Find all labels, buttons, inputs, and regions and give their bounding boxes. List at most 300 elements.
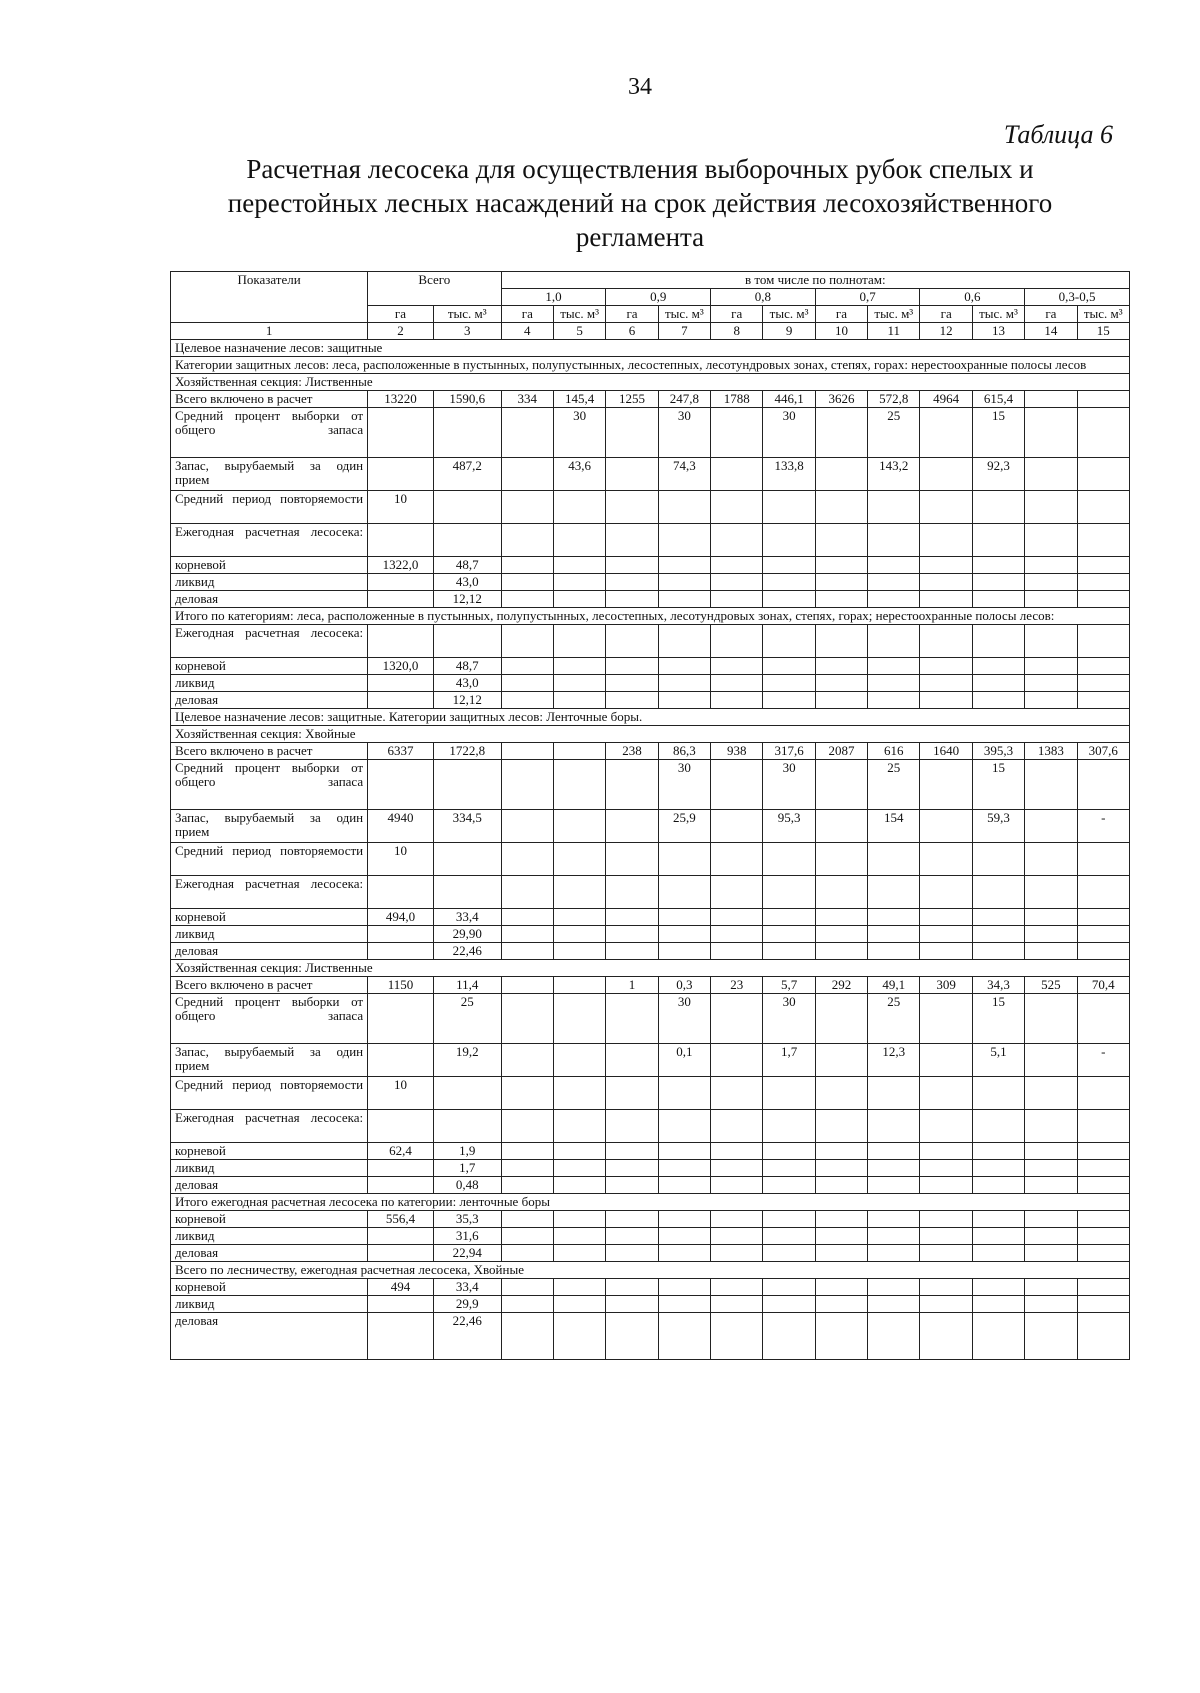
- table-cell: [433, 1110, 501, 1143]
- table-row: [171, 574, 1130, 591]
- column-number: 11: [868, 323, 920, 340]
- table-cell: [920, 1110, 972, 1143]
- table-cell: [553, 909, 605, 926]
- table-cell: [972, 943, 1024, 960]
- table-cell: [972, 1177, 1024, 1194]
- column-number: 5: [553, 323, 605, 340]
- table-cell: [972, 876, 1024, 909]
- table-cell: [1025, 926, 1077, 943]
- table-cell: [972, 1211, 1024, 1228]
- table-cell: [1077, 1143, 1129, 1160]
- table-cell: 74,3: [658, 458, 710, 491]
- table-row: [171, 1177, 1130, 1194]
- table-cell: [1077, 926, 1129, 943]
- section-row: [171, 357, 1130, 374]
- table-row: [171, 1160, 1130, 1177]
- table-cell: [606, 591, 658, 608]
- table-cell: [711, 1143, 763, 1160]
- table-cell: [1077, 1211, 1129, 1228]
- table-cell: [920, 524, 972, 557]
- table-cell: 10: [368, 491, 434, 524]
- table-cell: [433, 876, 501, 909]
- table-cell: [711, 591, 763, 608]
- table-cell: [711, 1313, 763, 1360]
- table-cell: [1077, 760, 1129, 810]
- table-cell: [972, 909, 1024, 926]
- header-unit-ha: га: [711, 306, 763, 323]
- table-cell: [368, 994, 434, 1044]
- table-cell: [501, 1211, 553, 1228]
- table-cell: [1025, 1160, 1077, 1177]
- column-number: 3: [433, 323, 501, 340]
- table-cell: 23: [711, 977, 763, 994]
- table-cell: [920, 994, 972, 1044]
- table-cell: [920, 1077, 972, 1110]
- table-cell: [658, 943, 710, 960]
- table-cell: 35,3: [433, 1211, 501, 1228]
- header-unit-m3: тыс. м³: [763, 306, 815, 323]
- column-number: 12: [920, 323, 972, 340]
- table-cell: 30: [553, 408, 605, 458]
- table-cell: [763, 625, 815, 658]
- page-title: Расчетная лесосека для осуществления выборочных рубок спелых и перестойных лесных насаждений на срок действия лесохозяйственного регламента: [227, 154, 1053, 252]
- section-row: [171, 709, 1130, 726]
- table-row: [171, 926, 1130, 943]
- table-cell: [920, 1211, 972, 1228]
- table-cell: [1025, 675, 1077, 692]
- table-cell: [972, 926, 1024, 943]
- table-cell: [815, 625, 867, 658]
- section-row: [171, 374, 1130, 391]
- table-cell: [815, 1228, 867, 1245]
- section-label: Хозяйственная секция: Лиственные: [171, 960, 1130, 977]
- table-cell: 43,0: [433, 574, 501, 591]
- table-cell: 92,3: [972, 458, 1024, 491]
- table-cell: [711, 675, 763, 692]
- row-label: Всего включено в расчет: [171, 391, 368, 408]
- table-cell: [1025, 876, 1077, 909]
- table-cell: [1077, 1228, 1129, 1245]
- table-cell: [815, 458, 867, 491]
- table-cell: 2087: [815, 743, 867, 760]
- table-cell: [606, 557, 658, 574]
- table-cell: [868, 591, 920, 608]
- table-cell: [501, 1279, 553, 1296]
- table-row: [171, 943, 1130, 960]
- table-cell: [920, 1245, 972, 1262]
- header-density: 1,0: [501, 289, 606, 306]
- table-cell: [368, 1044, 434, 1077]
- table-cell: [1077, 391, 1129, 408]
- table-cell: [553, 876, 605, 909]
- table-cell: [815, 658, 867, 675]
- table-cell: 0,3: [658, 977, 710, 994]
- table-cell: [868, 1296, 920, 1313]
- table-cell: [815, 574, 867, 591]
- row-label: корневой: [171, 658, 368, 675]
- table-cell: 938: [711, 743, 763, 760]
- column-number: 2: [368, 323, 434, 340]
- row-label: ликвид: [171, 574, 368, 591]
- row-label: Средний процент выборки от общего запаса: [171, 408, 368, 458]
- table-cell: [606, 1313, 658, 1360]
- table-cell: [920, 876, 972, 909]
- table-cell: [1077, 943, 1129, 960]
- row-label: деловая: [171, 1313, 368, 1360]
- table-cell: [433, 1077, 501, 1110]
- table-cell: [711, 625, 763, 658]
- table-cell: [553, 1296, 605, 1313]
- table-cell: [1077, 876, 1129, 909]
- table-cell: [815, 524, 867, 557]
- header-density: 0,8: [711, 289, 816, 306]
- table-cell: [920, 1177, 972, 1194]
- table-cell: [1025, 458, 1077, 491]
- table-cell: 25: [868, 408, 920, 458]
- table-cell: [815, 943, 867, 960]
- table-cell: [868, 876, 920, 909]
- table-cell: [920, 658, 972, 675]
- table-cell: [711, 843, 763, 876]
- table-cell: [920, 1044, 972, 1077]
- table-cell: 15: [972, 994, 1024, 1044]
- table-cell: 33,4: [433, 1279, 501, 1296]
- table-cell: [815, 557, 867, 574]
- table-cell: [1025, 591, 1077, 608]
- table-cell: 5,7: [763, 977, 815, 994]
- table-cell: [815, 994, 867, 1044]
- table-cell: [972, 1160, 1024, 1177]
- table-cell: [606, 1211, 658, 1228]
- table-cell: [1077, 625, 1129, 658]
- row-label: деловая: [171, 591, 368, 608]
- table-cell: [1025, 909, 1077, 926]
- table-cell: [368, 591, 434, 608]
- table-cell: [711, 1160, 763, 1177]
- header-unit-ha: га: [501, 306, 553, 323]
- table-cell: [920, 591, 972, 608]
- column-number: 8: [711, 323, 763, 340]
- table-cell: [763, 876, 815, 909]
- table-cell: [972, 1143, 1024, 1160]
- table-cell: [711, 458, 763, 491]
- table-cell: [501, 557, 553, 574]
- table-cell: [711, 574, 763, 591]
- table-cell: [1077, 843, 1129, 876]
- table-cell: [553, 1279, 605, 1296]
- table-cell: [815, 909, 867, 926]
- table-cell: [920, 810, 972, 843]
- table-cell: [920, 909, 972, 926]
- table-cell: [1077, 1077, 1129, 1110]
- table-cell: [658, 843, 710, 876]
- table-cell: [368, 876, 434, 909]
- table-cell: [553, 1313, 605, 1360]
- table-row: [171, 1044, 1130, 1077]
- header-density: 0,6: [920, 289, 1025, 306]
- header-density: 0,7: [815, 289, 920, 306]
- table-cell: [920, 1313, 972, 1360]
- table-cell: [501, 1296, 553, 1313]
- table-cell: [763, 1228, 815, 1245]
- table-cell: [501, 1245, 553, 1262]
- table-cell: 1640: [920, 743, 972, 760]
- table-cell: [606, 1228, 658, 1245]
- table-cell: [606, 876, 658, 909]
- table-cell: 30: [763, 760, 815, 810]
- table-cell: [658, 1245, 710, 1262]
- table-cell: 317,6: [763, 743, 815, 760]
- table-cell: 143,2: [868, 458, 920, 491]
- header-by-density: в том числе по полнотам:: [501, 272, 1129, 289]
- table-cell: [553, 1177, 605, 1194]
- table-cell: [606, 625, 658, 658]
- table-cell: [606, 1077, 658, 1110]
- table-cell: [658, 557, 710, 574]
- table-cell: 12,12: [433, 591, 501, 608]
- table-cell: [368, 625, 434, 658]
- table-cell: [920, 491, 972, 524]
- table-cell: [763, 675, 815, 692]
- table-cell: [658, 658, 710, 675]
- table-cell: [501, 1110, 553, 1143]
- table-cell: [658, 909, 710, 926]
- table-cell: [553, 943, 605, 960]
- table-cell: [868, 909, 920, 926]
- header-unit-m3: тыс. м³: [433, 306, 501, 323]
- table-cell: 12,12: [433, 692, 501, 709]
- table-cell: [868, 1211, 920, 1228]
- table-cell: [868, 1279, 920, 1296]
- table-cell: [553, 1077, 605, 1110]
- table-cell: 70,4: [1077, 977, 1129, 994]
- table-body: [171, 340, 1130, 1360]
- table-cell: [368, 1313, 434, 1360]
- table-cell: [763, 926, 815, 943]
- table-cell: [368, 1110, 434, 1143]
- header-unit-m3: тыс. м³: [1077, 306, 1129, 323]
- row-label: Всего включено в расчет: [171, 977, 368, 994]
- row-label: корневой: [171, 1279, 368, 1296]
- header-unit-ha: га: [1025, 306, 1077, 323]
- table-cell: [1025, 1245, 1077, 1262]
- row-label: ликвид: [171, 675, 368, 692]
- table-cell: [501, 524, 553, 557]
- table-cell: 43,0: [433, 675, 501, 692]
- table-cell: 145,4: [553, 391, 605, 408]
- table-cell: [972, 524, 1024, 557]
- table-header: [171, 272, 1130, 340]
- table-cell: [368, 1245, 434, 1262]
- table-cell: [815, 408, 867, 458]
- table-cell: [815, 675, 867, 692]
- table-cell: 1,7: [433, 1160, 501, 1177]
- table-cell: [433, 491, 501, 524]
- table-cell: [606, 994, 658, 1044]
- table-cell: [606, 1279, 658, 1296]
- table-cell: [553, 760, 605, 810]
- table-cell: 615,4: [972, 391, 1024, 408]
- table-cell: [1025, 1228, 1077, 1245]
- table-cell: [815, 591, 867, 608]
- table-row: [171, 760, 1130, 810]
- table-cell: [1077, 658, 1129, 675]
- table-cell: 25: [433, 994, 501, 1044]
- table-cell: [658, 1110, 710, 1143]
- table-cell: 4940: [368, 810, 434, 843]
- table-cell: [368, 408, 434, 458]
- table-cell: [920, 1296, 972, 1313]
- table-cell: [868, 1077, 920, 1110]
- table-cell: [606, 524, 658, 557]
- table-row: [171, 1296, 1130, 1313]
- table-cell: [501, 1177, 553, 1194]
- table-cell: [433, 843, 501, 876]
- table-cell: 1: [606, 977, 658, 994]
- table-cell: [658, 491, 710, 524]
- table-cell: [711, 1245, 763, 1262]
- table-cell: [920, 625, 972, 658]
- table-cell: [606, 1143, 658, 1160]
- table-cell: [553, 1110, 605, 1143]
- table-cell: [368, 692, 434, 709]
- table-cell: [553, 1160, 605, 1177]
- column-number: 14: [1025, 323, 1077, 340]
- table-cell: [1025, 1211, 1077, 1228]
- table-cell: [1025, 810, 1077, 843]
- table-cell: [606, 1245, 658, 1262]
- table-cell: 30: [658, 408, 710, 458]
- table-cell: [868, 658, 920, 675]
- table-cell: [711, 1110, 763, 1143]
- table-cell: 1320,0: [368, 658, 434, 675]
- table-label: Таблица 6: [1003, 120, 1113, 149]
- table-cell: [868, 675, 920, 692]
- table-cell: [553, 591, 605, 608]
- table-cell: [501, 458, 553, 491]
- table-cell: 572,8: [868, 391, 920, 408]
- table-cell: [972, 1279, 1024, 1296]
- table-cell: 3626: [815, 391, 867, 408]
- table-cell: [920, 574, 972, 591]
- table-cell: [815, 1245, 867, 1262]
- table-cell: [368, 1160, 434, 1177]
- table-cell: [1077, 458, 1129, 491]
- table-cell: [815, 1143, 867, 1160]
- table-cell: [1025, 843, 1077, 876]
- table-cell: 0,48: [433, 1177, 501, 1194]
- table-cell: [658, 1211, 710, 1228]
- table-cell: [868, 1245, 920, 1262]
- table-cell: [763, 658, 815, 675]
- row-label: корневой: [171, 1143, 368, 1160]
- section-row: [171, 726, 1130, 743]
- table-cell: 1,7: [763, 1044, 815, 1077]
- table-cell: [1025, 994, 1077, 1044]
- section-row: [171, 340, 1130, 357]
- table-cell: [1077, 1279, 1129, 1296]
- table-cell: [501, 591, 553, 608]
- row-label: Ежегодная расчетная лесосека:: [171, 625, 368, 658]
- table-cell: 487,2: [433, 458, 501, 491]
- header-density: 0,3-0,5: [1025, 289, 1130, 306]
- table-row: [171, 909, 1130, 926]
- table-cell: [1077, 408, 1129, 458]
- table-row: [171, 1077, 1130, 1110]
- table-cell: 30: [658, 994, 710, 1044]
- table-row: [171, 1110, 1130, 1143]
- table-cell: [1025, 1077, 1077, 1110]
- row-label: ликвид: [171, 1228, 368, 1245]
- row-label: Ежегодная расчетная лесосека:: [171, 1110, 368, 1143]
- header-unit-m3: тыс. м³: [658, 306, 710, 323]
- table-cell: [763, 843, 815, 876]
- table-cell: 15: [972, 408, 1024, 458]
- table-cell: [920, 557, 972, 574]
- table-cell: 86,3: [658, 743, 710, 760]
- table-cell: [972, 1077, 1024, 1110]
- table-row: [171, 675, 1130, 692]
- table-cell: [553, 926, 605, 943]
- table-cell: [711, 491, 763, 524]
- table-cell: [763, 491, 815, 524]
- table-cell: [972, 843, 1024, 876]
- lesoseka-table: [170, 271, 1130, 1360]
- table-cell: 154: [868, 810, 920, 843]
- table-cell: [868, 1177, 920, 1194]
- table-cell: [815, 926, 867, 943]
- table-cell: 0,1: [658, 1044, 710, 1077]
- table-row: [171, 977, 1130, 994]
- section-label: Целевое назначение лесов: защитные. Категории защитных лесов: Ленточные боры.: [171, 709, 1130, 726]
- table-row: [171, 810, 1130, 843]
- table-cell: 133,8: [763, 458, 815, 491]
- table-cell: [368, 943, 434, 960]
- table-cell: [972, 692, 1024, 709]
- table-row: [171, 408, 1130, 458]
- row-label: корневой: [171, 1211, 368, 1228]
- table-cell: 25: [868, 994, 920, 1044]
- row-label: Средний процент выборки от общего запаса: [171, 994, 368, 1044]
- table-cell: [1025, 391, 1077, 408]
- table-cell: [658, 926, 710, 943]
- table-cell: [501, 1044, 553, 1077]
- table-cell: [1077, 574, 1129, 591]
- table-cell: 1,9: [433, 1143, 501, 1160]
- table-cell: [1077, 524, 1129, 557]
- table-cell: [501, 926, 553, 943]
- table-cell: [658, 1228, 710, 1245]
- column-numbers-row: [171, 323, 1130, 340]
- header-indicators: Показатели: [171, 272, 368, 323]
- table-row: [171, 1143, 1130, 1160]
- table-cell: [501, 574, 553, 591]
- table-cell: 6337: [368, 743, 434, 760]
- table-cell: [1077, 557, 1129, 574]
- table-row: [171, 557, 1130, 574]
- table-cell: [658, 574, 710, 591]
- table-cell: [658, 675, 710, 692]
- table-cell: [763, 909, 815, 926]
- table-cell: [711, 408, 763, 458]
- table-cell: [658, 1160, 710, 1177]
- table-cell: [1025, 1296, 1077, 1313]
- section-label: Хозяйственная секция: Лиственные: [171, 374, 1130, 391]
- section-label: Целевое назначение лесов: защитные: [171, 340, 1130, 357]
- table-cell: [658, 1077, 710, 1110]
- table-cell: [868, 1160, 920, 1177]
- table-cell: 1322,0: [368, 557, 434, 574]
